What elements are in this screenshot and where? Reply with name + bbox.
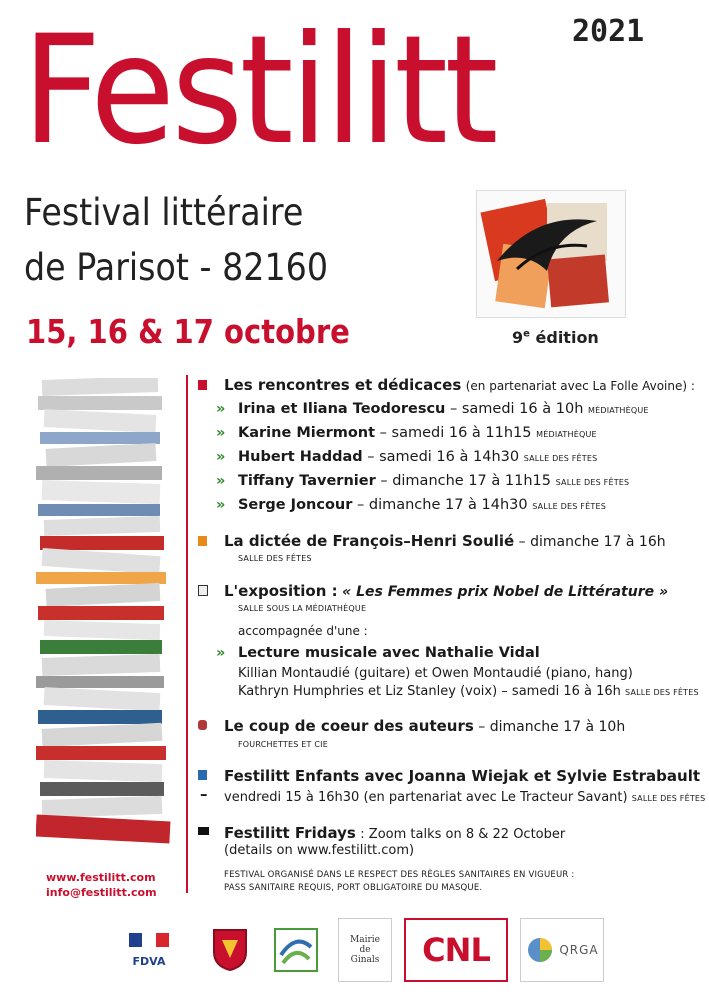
event-time: – samedi 16 à 10h (450, 401, 584, 417)
festival-dates: 15, 16 & 17 octobre (26, 312, 350, 351)
coup-time: – dimanche 17 à 10h (478, 719, 626, 735)
ministry-logo (102, 918, 196, 982)
festival-title: Festilitt (22, 4, 495, 178)
book-stack-illustration (36, 378, 171, 848)
artwork-illustration (477, 191, 625, 317)
section-dictee (200, 532, 666, 550)
coup-place: FOURCHETTES ET CIE (238, 740, 328, 749)
book-stack-image (36, 378, 171, 848)
cnl-logo (404, 918, 508, 982)
enfants-place: SALLE DES FÊTES (631, 794, 706, 803)
fridays-details: (details on www.festilitt.com) (224, 843, 415, 858)
rencontres-title: Les rencontres et dédicaces (224, 376, 462, 394)
section-coup-de-coeur (200, 717, 625, 735)
sanitary-notice-line-1: FESTIVAL ORGANISÉ DANS LE RESPECT DES RÈGLES SANITAIRES EN VIGUEUR : (224, 870, 575, 880)
mairie-logo (338, 918, 392, 982)
edition-word: édition (535, 328, 599, 347)
reading-place: SALLE DES FÊTES (625, 688, 699, 697)
list-item (216, 497, 606, 513)
edition-label (512, 328, 599, 347)
laptop-icon (198, 827, 209, 835)
qrga-label: QRGA (559, 943, 599, 957)
enfants-line-2 (224, 790, 705, 805)
rencontres-note: (en partenariat avec La Folle Avoine) : (465, 379, 695, 393)
exposition-place: SALLE SOUS LA MÉDIATHÈQUE (238, 604, 367, 613)
fridays-text: : Zoom talks on 8 & 22 October (360, 827, 566, 842)
list-item (216, 473, 629, 489)
event-place: SALLE DES FÊTES (532, 502, 606, 511)
arrow-icon: » (216, 645, 226, 661)
books-icon (198, 720, 207, 730)
section-rencontres (200, 376, 695, 394)
fdva-label: FDVA (132, 954, 166, 968)
mairie-line-1: Mairie (350, 935, 380, 945)
subtitle-line-2: de Parisot - 82160 (24, 246, 329, 289)
author-name: Karine Miermont (237, 425, 376, 441)
fridays-title: Festilitt Fridays (224, 824, 356, 842)
event-place: MÉDIATHÈQUE (536, 430, 597, 439)
dictee-time: – dimanche 17 à 16h (518, 534, 666, 550)
year-label: 2021 (572, 14, 645, 49)
event-time: – samedi 16 à 14h30 (367, 449, 520, 465)
arrow-icon: » (216, 425, 226, 441)
french-flag-icon (129, 933, 169, 947)
sanitary-notice-line-2: PASS SANITAIRE REQUIS, PORT OBLIGATOIRE DU MASQUE. (224, 883, 483, 893)
reading-line-2-text: Kathryn Humphries et Liz Stanley (voix) – samedi 16 à 16h (238, 684, 621, 699)
vertical-divider (186, 375, 188, 893)
qrga-logo (520, 918, 604, 982)
author-name: Irina et Iliana Teodorescu (237, 401, 446, 417)
author-name: Hubert Haddad (237, 449, 363, 465)
edition-suffix: e (523, 328, 530, 340)
event-place: SALLE DES FÊTES (555, 478, 630, 487)
event-time: – samedi 16 à 11h15 (379, 425, 532, 441)
exposition-theme: « Les Femmes prix Nobel de Littérature » (342, 584, 669, 600)
arrow-icon: » (216, 401, 226, 417)
cnl-label: CNL (422, 931, 490, 969)
exposition-accompanied: accompagnée d'une : (238, 624, 368, 638)
section-fridays (200, 824, 565, 842)
arrow-icon: » (216, 449, 226, 465)
bookmark-icon (198, 770, 207, 780)
subtitle-line-1: Festival littéraire (24, 191, 304, 234)
arrow-icon: » (216, 497, 226, 513)
list-item (216, 425, 597, 441)
dictee-place: SALLE DES FÊTES (238, 554, 312, 563)
event-time: – dimanche 17 à 14h30 (357, 497, 528, 513)
edition-number: 9 (512, 328, 524, 347)
dictee-title: La dictée de François–Henri Soulié (224, 532, 515, 550)
tarn-et-garonne-logo (266, 918, 326, 982)
event-place: SALLE DES FÊTES (523, 454, 598, 463)
frame-icon (198, 585, 208, 596)
list-item (216, 401, 649, 417)
artwork-image (476, 190, 626, 318)
mairie-line-3: Ginals (350, 955, 380, 965)
bookmark-icon (198, 536, 207, 546)
email-link[interactable]: info@festilitt.com (46, 886, 157, 899)
list-item (216, 645, 540, 661)
bookmark-icon (198, 380, 207, 390)
event-place: MÉDIATHÈQUE (588, 406, 649, 415)
tarn-et-garonne-icon (271, 925, 321, 975)
reading-line-2 (238, 684, 699, 699)
arrow-icon: » (216, 473, 226, 489)
shield-icon (212, 928, 248, 972)
event-time: – dimanche 17 à 11h15 (380, 473, 551, 489)
qrga-emblem-icon (525, 935, 555, 965)
coup-title: Le coup de coeur des auteurs (224, 717, 474, 735)
department-coat-of-arms (207, 918, 253, 982)
enfants-details: vendredi 15 à 16h30 (en partenariat avec Le Tracteur Savant) (224, 790, 628, 805)
reading-line-1: Killian Montaudié (guitare) et Owen Montaudié (piano, hang) (238, 666, 633, 681)
enfants-title: Festilitt Enfants avec Joanna Wiejak et Sylvie Estrabault – (200, 767, 701, 803)
section-exposition (200, 582, 668, 600)
mairie-line-2: de (359, 945, 371, 955)
list-item (216, 449, 597, 465)
website-link[interactable]: www.festilitt.com (46, 871, 156, 884)
exposition-title: L'exposition : (224, 582, 338, 600)
author-name: Serge Joncour (237, 497, 353, 513)
author-name: Tiffany Tavernier (237, 473, 376, 489)
reading-title: Lecture musicale avec Nathalie Vidal (237, 645, 540, 661)
